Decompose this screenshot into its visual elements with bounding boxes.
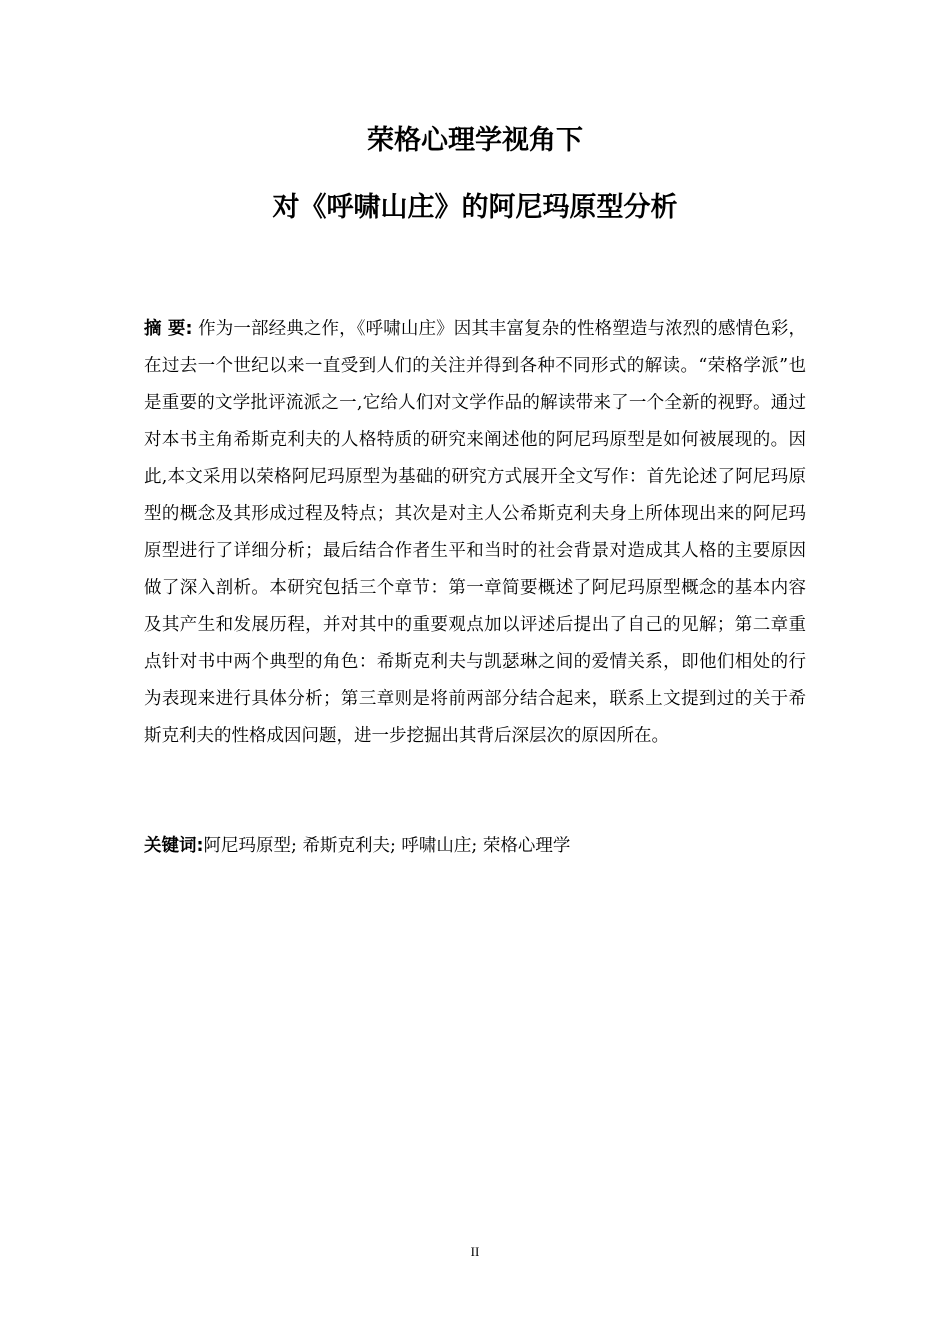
abstract-paragraph xyxy=(144,311,806,755)
abstract-label: 摘 要: xyxy=(144,319,193,339)
keywords-line xyxy=(144,828,806,865)
keywords-text: 阿尼玛原型; 希斯克利夫; 呼啸山庄; 荣格心理学 xyxy=(203,836,571,856)
keywords-label: 关键词: xyxy=(144,836,204,856)
title-line-2: 对《呼啸山庄》的阿尼玛原型分析 xyxy=(272,192,678,223)
title-line-1: 荣格心理学视角下 xyxy=(367,125,583,156)
abstract-text: 作为一部经典之作，《呼啸山庄》因其丰富复杂的性格塑造与浓烈的感情色彩，在过去一个世纪以来一直受到人们的关注并得到各种不同形式的解读。“荣格学派”也是重要的文学批评流派之一,它给人们对文学作品的解读带来了一个全新的视野。通过对本书主角希斯克利夫的人格特质的研究来阐述他的阿尼玛原型是如何被展现的。因此,本文采用以荣格阿尼玛原型为基础的研究方式展开全文写作：首先论述了阿尼玛原型的概念及其形成过程及特点；其次是对主人公希斯克利夫身上所体现出来的阿尼玛原型进行了详细分析；最后结合作者生平和当时的社会背景对造成其人格的主要原因做了深入剖析。本研究包括三个章节：第一章简要概述了阿尼玛原型概念的基本内容及其产生和发展历程，并对其中的重要观点加以评述后提出了自己的见解；第二章重点针对书中两个典型的角色：希斯克利夫与凯瑟琳之间的爱情关系，即他们相处的行为表现来进行具体分析；第三章则是将前两部分结合起来，联系上文提到过的关于希斯克利夫的性格成因问题，进一步挖掘出其背后深层次的原因所在。 xyxy=(144,319,806,746)
page-number: II xyxy=(470,1244,480,1259)
